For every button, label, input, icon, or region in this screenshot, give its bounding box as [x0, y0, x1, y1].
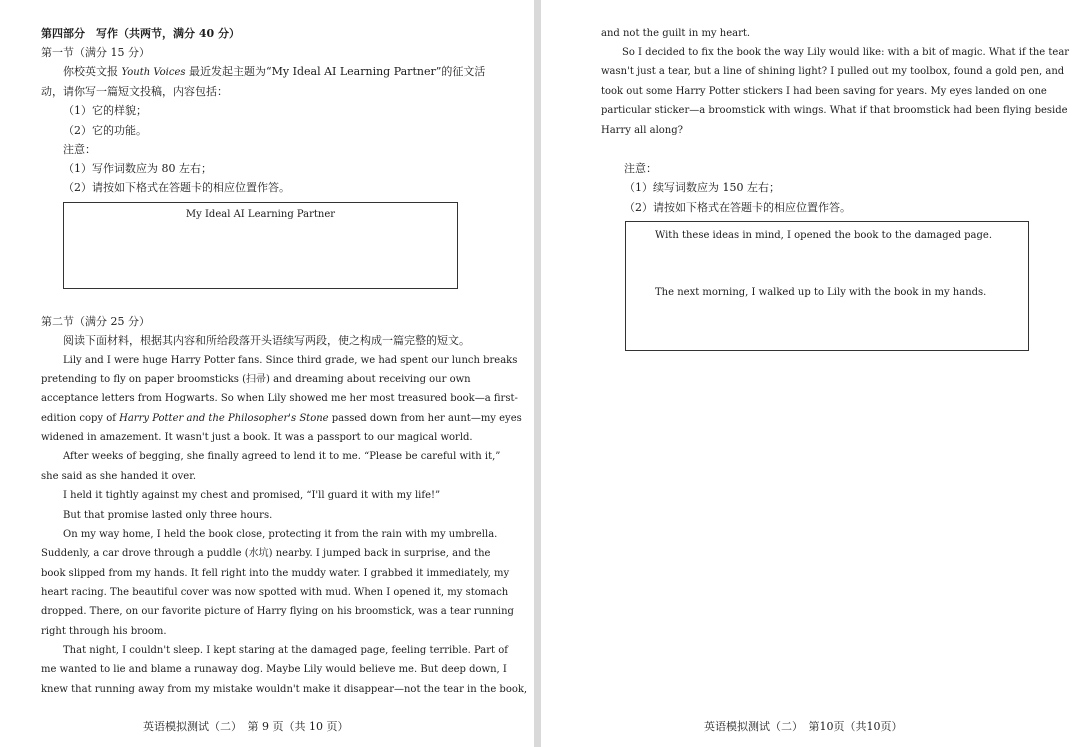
- answer-box-section1: [63, 202, 458, 289]
- continuation-prompt-1: With these ideas in mind, I opened the book to the damaged page.: [655, 230, 993, 241]
- page-footer-left: 英语模拟测试（二） 第 9 页（共 10 页）: [143, 720, 349, 733]
- section1-intro-line2: 动，请你写一篇短文投稿，内容包括：: [41, 85, 228, 98]
- story-line: So I decided to fix the book the way Lily would like: with a bit of magic. What if the tear: [622, 47, 1070, 58]
- story-line: Suddenly, a car drove through a puddle (水坑) nearby. I jumped back in surprise, and the: [41, 548, 491, 559]
- section1-note2: （2）请按如下格式在答题卡的相应位置作答。: [63, 181, 290, 194]
- section2-instruction: 阅读下面材料，根据其内容和所给段落开头语续写两段，使之构成一篇完整的短文。: [63, 334, 470, 347]
- answer-box-title: My Ideal AI Learning Partner: [185, 209, 336, 220]
- story-line: right through his broom.: [41, 626, 167, 637]
- story-line: Harry all along?: [601, 125, 683, 136]
- section2-note1: （1）续写词数应为 150 左右；: [624, 181, 780, 194]
- story-line: acceptance letters from Hogwarts. So when Lily showed me her most treasured book—a first-: [41, 393, 518, 404]
- section1-note1: （1）写作词数应为 80 左右；: [63, 162, 212, 175]
- answer-box-section2: [625, 221, 1029, 351]
- story-line: edition copy of Harry Potter and the Philosopher's Stone passed down from her aunt—my eyes: [41, 413, 522, 424]
- right-page: [541, 0, 1080, 747]
- story-line: But that promise lasted only three hours.: [63, 510, 273, 521]
- story-line: That night, I couldn't sleep. I kept staring at the damaged page, feeling terrible. Part of: [63, 645, 508, 656]
- story-line: and not the guilt in my heart.: [601, 28, 751, 39]
- story-line: I held it tightly against my chest and promised, “I'll guard it with my life!”: [63, 490, 441, 501]
- section1-heading: 第一节（满分 15 分）: [41, 46, 150, 59]
- section2-heading: 第二节（满分 25 分）: [41, 315, 150, 328]
- story-line: After weeks of begging, she finally agreed to lend it to me. “Please be careful with it,”: [63, 451, 501, 462]
- continuation-prompt-2: The next morning, I walked up to Lily with the book in my hands.: [655, 287, 987, 298]
- left-page: [0, 0, 534, 747]
- story-line: she said as she handed it over.: [41, 471, 197, 482]
- story-line: wasn't just a tear, but a line of shining light? I pulled out my toolbox, found a gold pen, and: [601, 66, 1065, 77]
- book-title: Harry Potter and the Philosopher's Stone: [119, 413, 329, 424]
- story-line: particular sticker—a broomstick with wings. What if that broomstick had been flying beside: [601, 105, 1068, 116]
- story-line: On my way home, I held the book close, protecting it from the rain with my umbrella.: [63, 529, 498, 540]
- section1-point2: （2）它的功能。: [63, 124, 147, 137]
- story-line: Lily and I were huge Harry Potter fans. Since third grade, we had spent our lunch breaks: [63, 355, 518, 366]
- section1-point1: （1）它的样貌；: [63, 104, 147, 117]
- story-line: pretending to fly on paper broomsticks (扫帚) and dreaming about receiving our own: [41, 374, 471, 385]
- story-line: took out some Harry Potter stickers I had been saving for years. My eyes landed on one: [601, 86, 1047, 97]
- page-footer-right: 英语模拟测试（二） 第10页（共10页）: [704, 720, 903, 733]
- section2-note2: （2）请按如下格式在答题卡的相应位置作答。: [624, 201, 851, 214]
- story-line: dropped. There, on our favorite picture of Harry flying on his broomstick, was a tear running: [41, 606, 514, 617]
- part-heading: 第四部分 写作（共两节，满分 40 分）: [41, 27, 240, 40]
- story-line: book slipped from my hands. It fell right into the muddy water. I grabbed it immediately, my: [41, 568, 510, 579]
- section2-note: 注意：: [624, 162, 657, 175]
- story-line: widened in amazement. It wasn't just a book. It was a passport to our magical world.: [41, 432, 473, 443]
- story-line: knew that running away from my mistake wouldn't make it disappear—not the tear in the book,: [41, 684, 528, 695]
- newspaper-name: Youth Voices: [121, 67, 186, 78]
- section1-note: 注意：: [63, 143, 96, 156]
- section1-intro-line1: 你校英文报 Youth Voices 最近发起主题为“My Ideal AI Learning Partner”的征文活: [63, 65, 486, 78]
- story-line: me wanted to lie and blame a runaway dog. Maybe Lily would believe me. But deep down, I: [41, 664, 507, 675]
- story-line: heart racing. The beautiful cover was now spotted with mud. When I opened it, my stomach: [41, 587, 509, 598]
